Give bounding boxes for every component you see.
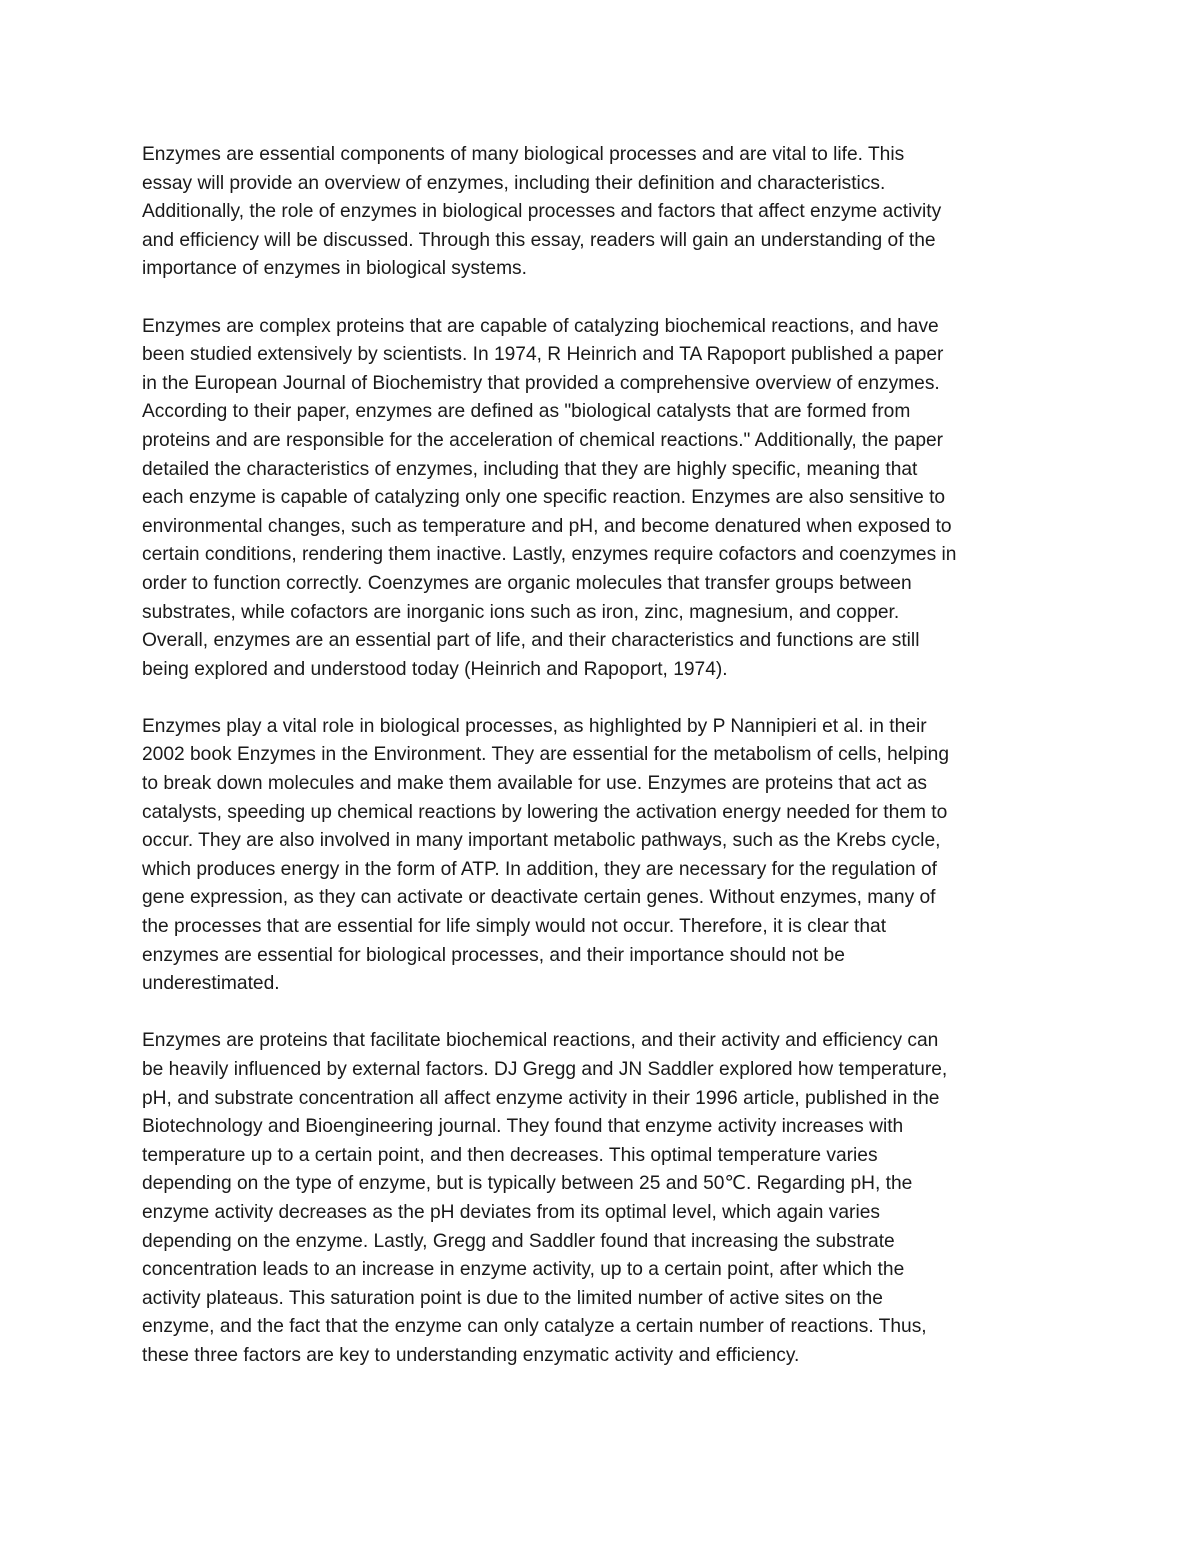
text-line: certain conditions, rendering them inactive. Lastly, enzymes require cofactors and coenzymes in — [142, 544, 957, 566]
text-line: the processes that are essential for life simply would not occur. Therefore, it is clear that — [142, 916, 887, 938]
text-line: According to their paper, enzymes are defined as "biological catalysts that are formed from — [142, 401, 911, 423]
text-line: Enzymes are essential components of many biological processes and are vital to life. This — [142, 144, 905, 165]
text-line: enzyme activity decreases as the pH deviates from its optimal level, which again varies — [142, 1201, 880, 1223]
text-line: Enzymes are complex proteins that are capable of catalyzing biochemical reactions, and have — [142, 315, 939, 337]
text-line: concentration leads to an increase in enzyme activity, up to a certain point, after which the — [142, 1259, 905, 1281]
text-line: and efficiency will be discussed. Through this essay, readers will gain an understanding of the — [142, 229, 936, 251]
text-line: Enzymes are proteins that facilitate biochemical reactions, and their activity and efficiency can — [142, 1030, 939, 1052]
text-line: pH, and substrate concentration all affect enzyme activity in their 1996 article, published in the — [142, 1087, 940, 1109]
text-line: substrates, while cofactors are inorganic ions such as iron, zinc, magnesium, and copper. — [142, 601, 900, 623]
text-line: activity plateaus. This saturation point is due to the limited number of active sites on the — [142, 1287, 883, 1309]
text-line: which produces energy in the form of ATP. In addition, they are necessary for the regulation of — [142, 858, 937, 880]
text-line: essay will provide an overview of enzymes, including their definition and characteristics. — [142, 172, 886, 194]
paragraph-definition — [142, 313, 1072, 685]
text-line: Enzymes play a vital role in biological processes, as highlighted by P Nannipieri et al. in their — [142, 715, 927, 737]
paragraph-biological-role — [142, 713, 1072, 999]
text-line: in the European Journal of Biochemistry that provided a comprehensive overview of enzymes. — [142, 372, 940, 394]
text-line: enzymes are essential for biological processes, and their importance should not be — [142, 944, 845, 966]
text-line: depending on the enzyme. Lastly, Gregg and Saddler found that increasing the substrate — [142, 1230, 895, 1252]
text-line: these three factors are key to understanding enzymatic activity and efficiency. — [142, 1344, 800, 1366]
text-line: each enzyme is capable of catalyzing only one specific reaction. Enzymes are also sensitive to — [142, 487, 946, 509]
text-line: underestimated. — [142, 973, 280, 995]
text-line: gene expression, as they can activate or deactivate certain genes. Without enzymes, many of — [142, 887, 936, 909]
paragraph-activity-factors — [142, 1027, 1072, 1370]
text-line: depending on the type of enzyme, but is typically between 25 and 50℃. Regarding pH, the — [142, 1173, 913, 1195]
text-line: Biotechnology and Bioengineering journal. They found that enzyme activity increases with — [142, 1116, 904, 1138]
text-line: occur. They are also involved in many important metabolic pathways, such as the Krebs cycle, — [142, 830, 941, 852]
text-line: Additionally, the role of enzymes in biological processes and factors that affect enzyme activity — [142, 201, 942, 223]
text-line: temperature up to a certain point, and then decreases. This optimal temperature varies — [142, 1144, 878, 1166]
paragraph-introduction — [142, 141, 1072, 284]
text-line: being explored and understood today (Heinrich and Rapoport, 1974). — [142, 658, 728, 680]
text-line: 2002 book Enzymes in the Environment. They are essential for the metabolism of cells, helping — [142, 744, 950, 766]
text-line: enzyme, and the fact that the enzyme can only catalyze a certain number of reactions. Thus, — [142, 1316, 927, 1338]
text-line: be heavily influenced by external factors. DJ Gregg and JN Saddler explored how temperature, — [142, 1059, 948, 1080]
essay-body — [142, 141, 1072, 1399]
text-line: environmental changes, such as temperature and pH, and become denatured when exposed to — [142, 515, 952, 537]
text-line: Overall, enzymes are an essential part of life, and their characteristics and functions are still — [142, 630, 920, 652]
text-line: order to function correctly. Coenzymes are organic molecules that transfer groups between — [142, 572, 912, 594]
text-line: detailed the characteristics of enzymes, including that they are highly specific, meaning that — [142, 458, 918, 480]
text-line: catalysts, speeding up chemical reactions by lowering the activation energy needed for them to — [142, 801, 948, 823]
text-line: importance of enzymes in biological systems. — [142, 258, 527, 280]
text-line: been studied extensively by scientists. In 1974, R Heinrich and TA Rapoport published a paper — [142, 344, 944, 366]
text-line: proteins and are responsible for the acceleration of chemical reactions." Additionally, the paper — [142, 429, 944, 451]
text-line: to break down molecules and make them available for use. Enzymes are proteins that act as — [142, 773, 927, 795]
